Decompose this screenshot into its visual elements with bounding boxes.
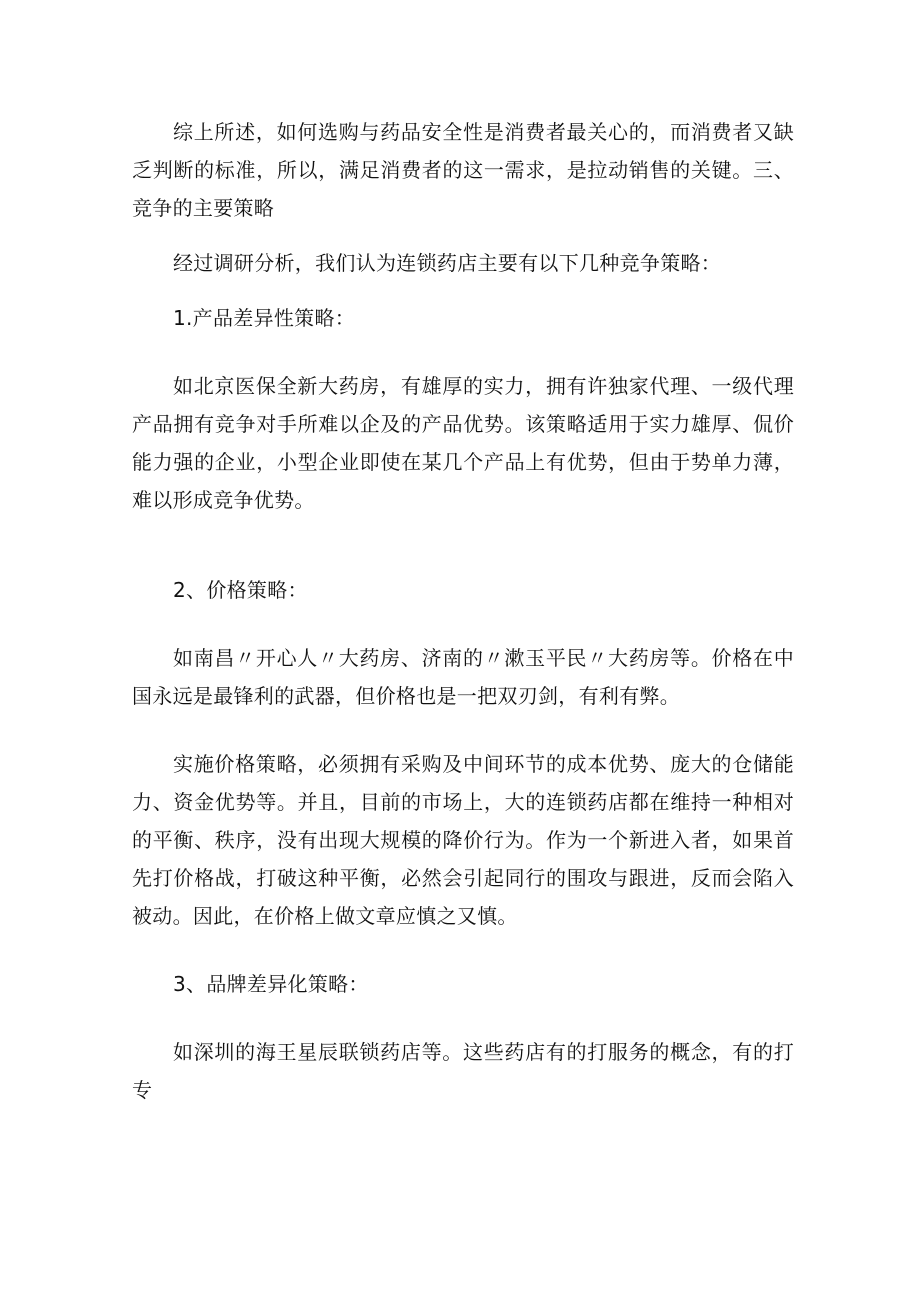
paragraph-strategy-intro: 经过调研分析，我们认为连锁药店主要有以下几种竞争策略： bbox=[173, 251, 722, 275]
paragraph-price-implementation: 实施价格策略，必须拥有采购及中间环节的成本优势、庞大的仓储能力、资金优势等。并且，目前的市场上，大的连锁药店都在维持一种相对的平衡、秩序，没有出现大规模的降价行为。作为一个新进入者，如果首先打价格战，打破这种平衡，必然会引起同行的围攻与跟进，反而会陷入被动。因此，在价格上做文章应慎之又慎。 bbox=[132, 752, 794, 928]
paragraph-brand-examples: 如深圳的海王星辰联锁药店等。这些药店有的打服务的概念，有的打专 bbox=[132, 1040, 794, 1102]
heading-product-differentiation: 1.产品差异性策略： bbox=[173, 306, 356, 330]
heading-brand-differentiation: 3、品牌差异化策略： bbox=[173, 972, 369, 996]
paragraph-summary: 综上所述，如何选购与药品安全性是消费者最关心的，而消费者又缺乏判断的标准，所以，满足消费者的这一需求，是拉动销售的关键。三、竞争的主要策略 bbox=[132, 120, 794, 220]
heading-price-strategy: 2、价格策略： bbox=[173, 578, 308, 602]
paragraph-product-differentiation: 如北京医保全新大药房，有雄厚的实力，拥有许独家代理、一级代理产品拥有竞争对手所难以企及的产品优势。该策略适用于实力雄厚、侃价能力强的企业，小型企业即使在某几个产品上有优势，但由于势单力薄，难以形成竞争优势。 bbox=[132, 374, 794, 512]
document-body bbox=[132, 113, 794, 1109]
paragraph-price-examples: 如南昌〃开心人〃大药房、济南的〃漱玉平民〃大药房等。价格在中国永远是最锋利的武器，但价格也是一把双刃剑，有利有弊。 bbox=[132, 646, 794, 708]
